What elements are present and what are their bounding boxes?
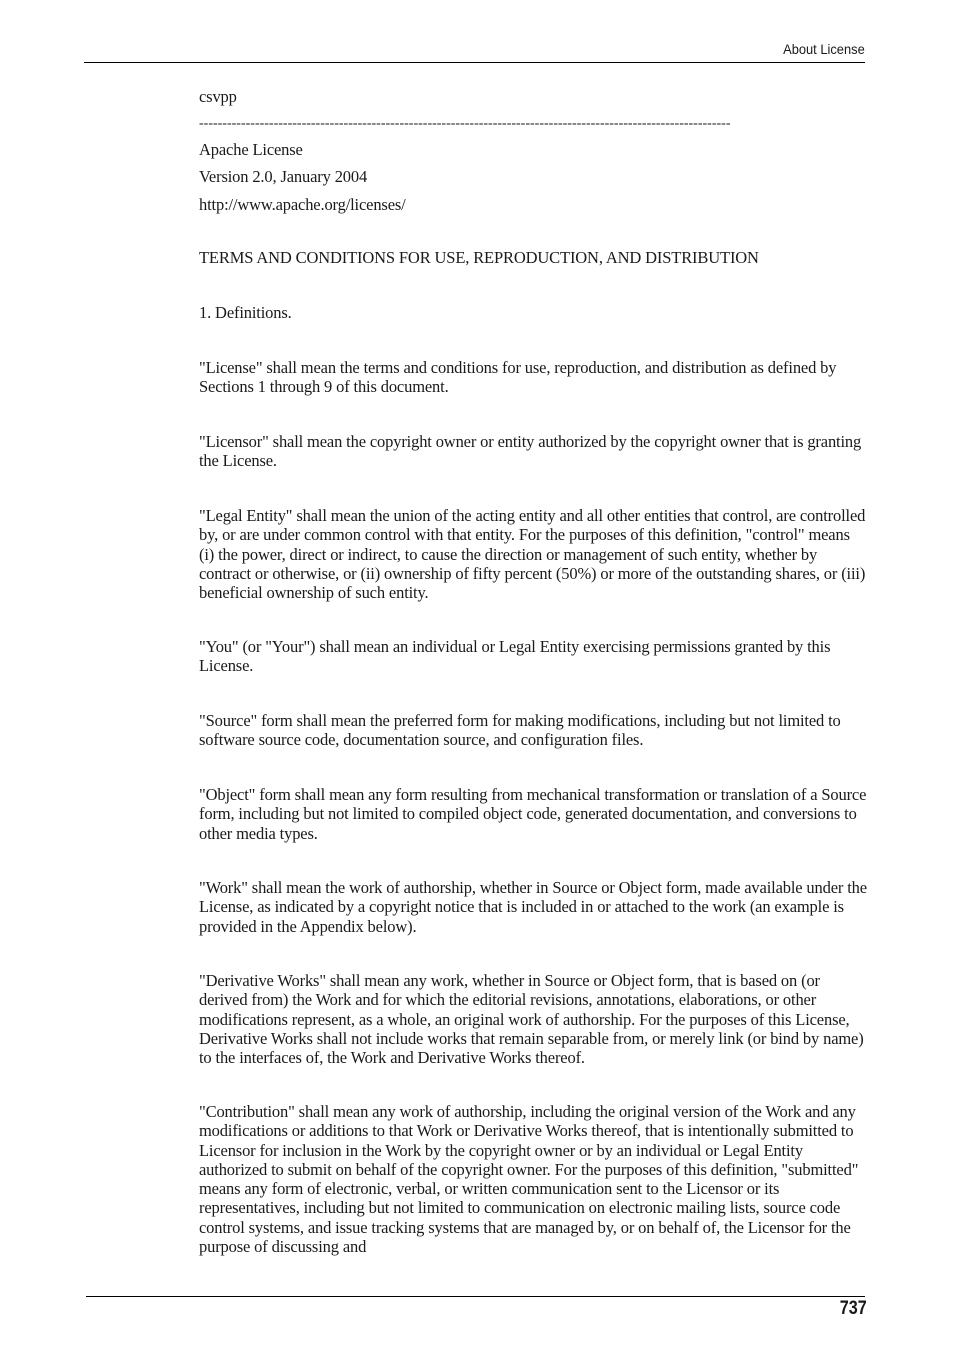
- running-title: About License: [783, 41, 865, 57]
- footer-rule: [86, 1296, 865, 1297]
- section-heading: 1. Definitions.: [199, 303, 292, 322]
- definition-licensor: "Licensor" shall mean the copyright owner or entity authorized by the copyright owner that is granting the License.: [199, 432, 862, 471]
- package-name: csvpp: [199, 87, 237, 106]
- license-url: http://www.apache.org/licenses/: [199, 195, 406, 214]
- license-name: Apache License: [199, 140, 303, 159]
- definition-you: "You" (or "Your") shall mean an individual or Legal Entity exercising permissions granted by this License.: [199, 637, 831, 676]
- page-number: [835, 1298, 867, 1320]
- definition-object: "Object" form shall mean any form resulting from mechanical transformation or translation of a Source form, including but not limited to compiled object code, generated documentation, and conversions to other media types.: [199, 785, 867, 843]
- definition-source: "Source" form shall mean the preferred form for making modifications, including but not limited to software source code, documentation source, and configuration files.: [199, 711, 841, 750]
- definition-derivative-works: "Derivative Works" shall mean any work, whether in Source or Object form, that is based on (or derived from) the Work and for which the editorial revisions, annotations, elaborations, or other modifications represent, as a whole, an original work of authorship. For the purposes of this License, Derivative Works shall not include works that remain separable from, or merely link (or bind by name) to the interfaces of, the Work and Derivative Works thereof.: [199, 971, 864, 1068]
- definition-contribution: "Contribution" shall mean any work of authorship, including the original version of the Work and any modifications or additions to that Work or Derivative Works thereof, that is intentionally submitted to Licensor for inclusion in the Work by the copyright owner or by an individual or Legal Entity authorized to submit on behalf of the copyright owner. For the purposes of this definition, "submitted" means any form of electronic, verbal, or written communication sent to the Licensor or its representatives, including but not limited to communication on electronic mailing lists, source code control systems, and issue tracking systems that are managed by, or on behalf of, the Licensor for the purpose of discussing and: [199, 1102, 859, 1257]
- separator-line: ------------------------------------------------------------------------------------------------------------------: [199, 116, 731, 131]
- definition-legal-entity: "Legal Entity" shall mean the union of the acting entity and all other entities that control, are controlled by, or are under common control with that entity. For the purposes of this definition, "control" means (i) the power, direct or indirect, to cause the direction or management of such entity, whether by contract or otherwise, or (ii) ownership of fifty percent (50%) or more of the outstanding shares, or (iii) beneficial ownership of such entity.: [199, 506, 866, 603]
- definition-work: "Work" shall mean the work of authorship, whether in Source or Object form, made available under the License, as indicated by a copyright notice that is included in or attached to the work (an example is provided in the Appendix below).: [199, 878, 867, 936]
- running-header: [84, 40, 865, 63]
- license-version: Version 2.0, January 2004: [199, 167, 368, 186]
- definition-license: "License" shall mean the terms and conditions for use, reproduction, and distribution as defined by Sections 1 through 9 of this document.: [199, 358, 837, 397]
- terms-heading: TERMS AND CONDITIONS FOR USE, REPRODUCTION, AND DISTRIBUTION: [199, 248, 759, 267]
- page-number-text: 737: [840, 1298, 867, 1319]
